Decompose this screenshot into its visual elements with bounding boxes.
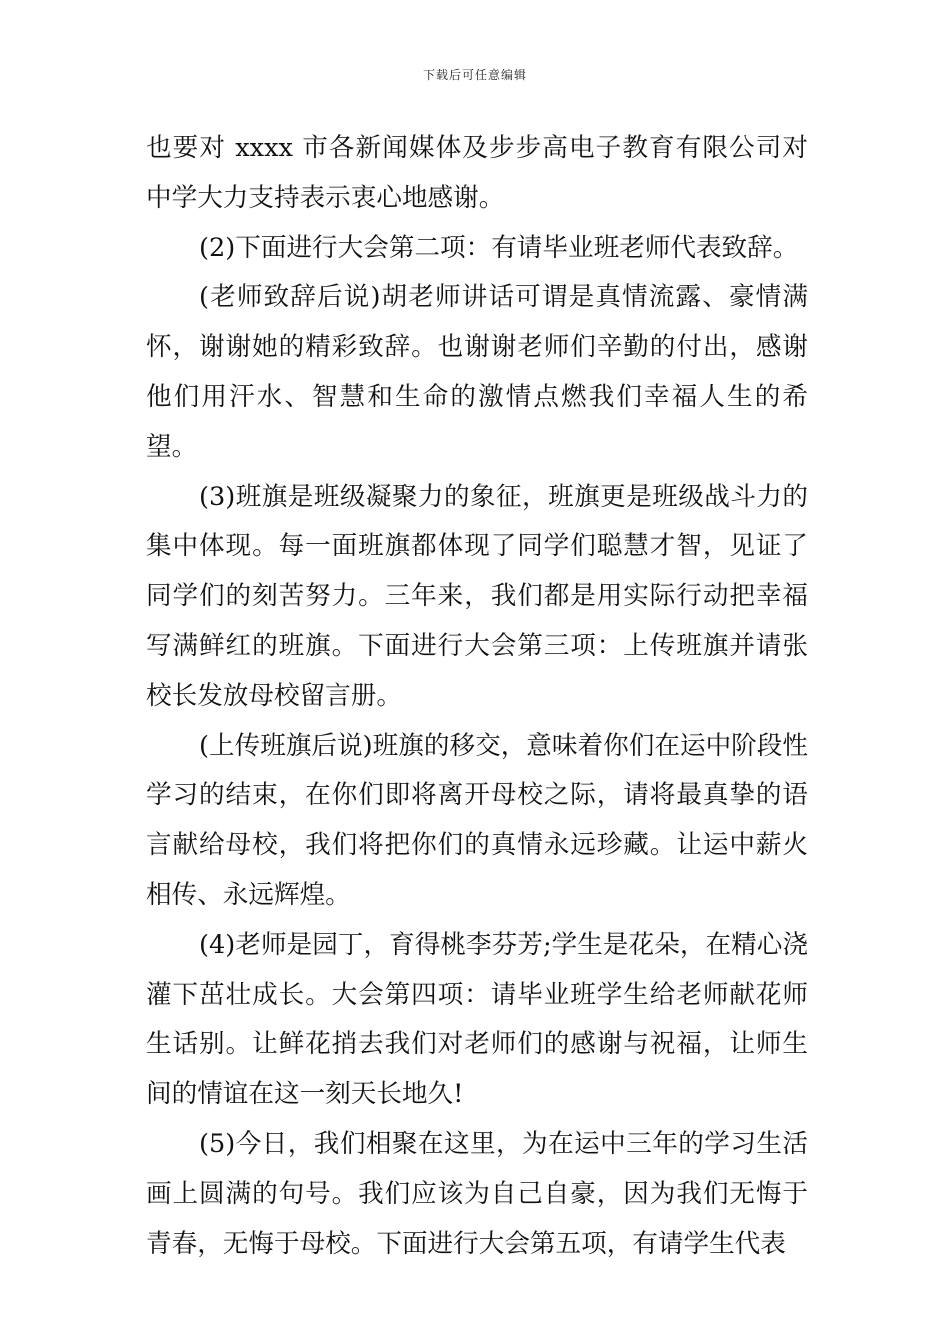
page-header: 下载后可任意编辑 — [422, 68, 527, 82]
paragraph: (2)下面进行大会第二项：有请毕业班老师代表致辞。 — [199, 232, 799, 263]
paragraph: (上传班旗后说)班旗的移交，意味着你们在运中阶段性学习的结束，在你们即将离开母校之际，请将最真挚的语言献给母校，我们将把你们的真情永远珍藏。让运中薪火相传、永远辉煌。 — [146, 730, 808, 910]
paragraph: (老师致辞后说)胡老师讲话可谓是真情流露、豪情满怀，谢谢她的精彩致辞。也谢谢老师们辛勤的付出，感谢他们用汗水、智慧和生命的激情点燃我们幸福人生的希望。 — [146, 282, 808, 462]
paragraph: (3)班旗是班级凝聚力的象征，班旗更是班级战斗力的集中体现。每一面班旗都体现了同学们聪慧才智，见证了同学们的刻苦努力。三年来，我们都是用实际行动把幸福写满鲜红的班旗。下面进行大会第三项：上传班旗并请张校长发放母校留言册。 — [146, 481, 808, 711]
document-body — [146, 124, 808, 1269]
paragraph: (5)今日，我们相聚在这里，为在运中三年的学习生活画上圆满的句号。我们应该为自己自豪，因为我们无悔于青春，无悔于母校。下面进行大会第五项，有请学生代表 — [146, 1128, 808, 1259]
paragraph: (4)老师是园丁，育得桃李芬芳;学生是花朵，在精心浇灌下茁壮成长。大会第四项：请毕业班学生给老师献花师生话别。让鲜花捎去我们对老师们的感谢与祝福，让师生间的情谊在这一刻天长地久! — [146, 929, 808, 1110]
paragraph: 也要对 xxxx 市各新闻媒体及步步高电子教育有限公司对中学大力支持表示衷心地感谢。 — [146, 133, 808, 213]
